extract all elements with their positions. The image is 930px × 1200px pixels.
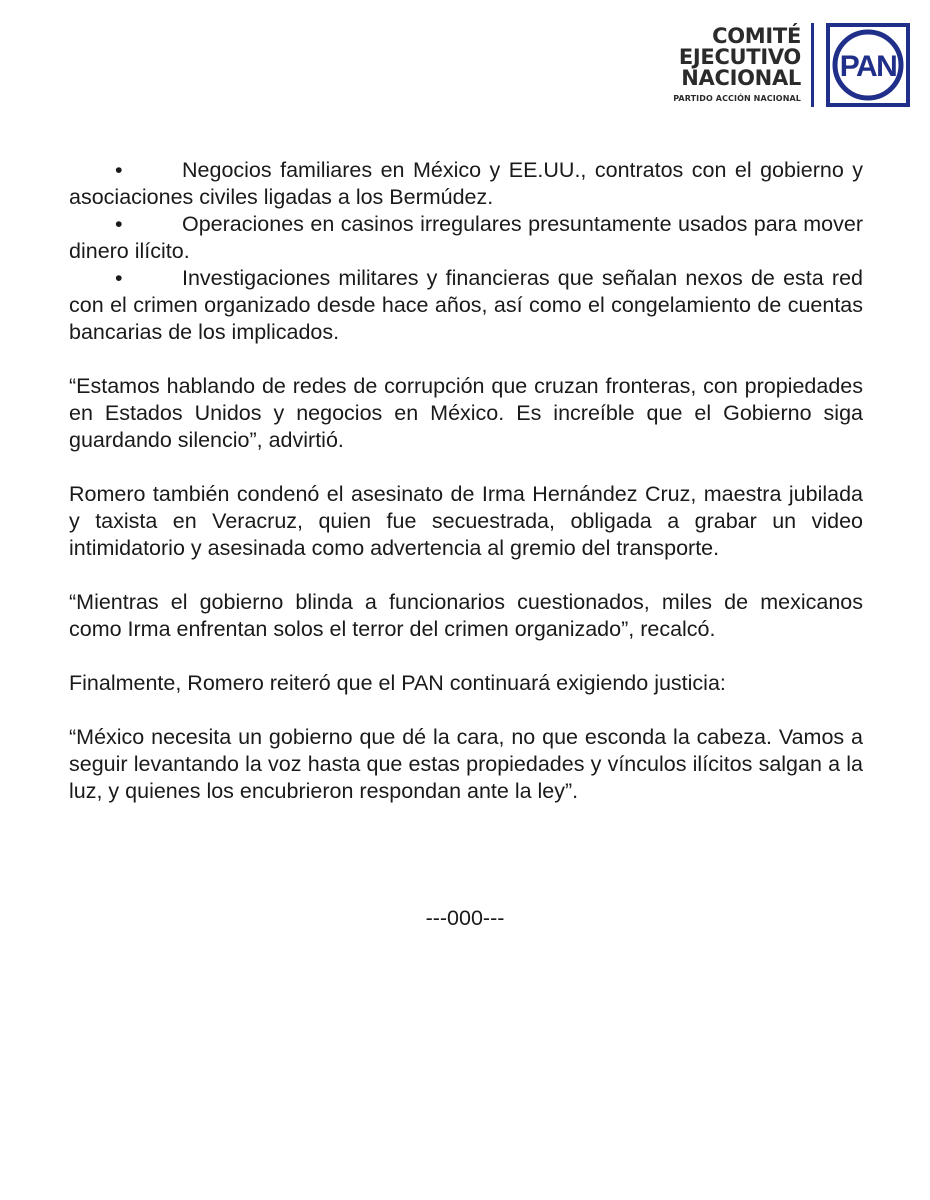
org-subtitle: PARTIDO ACCIÓN NACIONAL [673, 94, 801, 103]
pan-logo-text: PAN [839, 50, 897, 83]
pan-logo-icon [830, 27, 906, 103]
org-line-3: NACIONAL [681, 66, 801, 90]
pan-logo [826, 23, 910, 107]
org-line-1: COMITÉ [712, 24, 801, 48]
document-body [69, 157, 863, 805]
bullet-item [69, 157, 863, 211]
header-divider [811, 23, 814, 107]
organization-name [673, 26, 801, 104]
quote-paragraph: “Estamos hablando de redes de corrupción que cruzan fronteras, con propiedades en Estados Unidos y negocios en México. Es increíble que el Gobierno siga guardando silencio”, advirtió. [69, 374, 863, 452]
bullet-symbol: • [115, 212, 123, 236]
header [673, 23, 910, 107]
org-line-2: EJECUTIVO [678, 45, 801, 69]
body-paragraph: Finalmente, Romero reiteró que el PAN continuará exigiendo justicia: [69, 671, 726, 695]
bullet-symbol: • [115, 158, 123, 182]
quote-paragraph: “Mientras el gobierno blinda a funcionarios cuestionados, miles de mexicanos como Irma enfrentan solos el terror del crimen organizado”, recalcó. [69, 590, 863, 641]
closing-mark: ---000--- [425, 906, 505, 930]
bullet-symbol: • [115, 266, 123, 290]
bullet-item [69, 211, 863, 265]
bullet-text: Operaciones en casinos irregulares presuntamente usados para mover dinero ilícito. [69, 212, 863, 263]
bullet-text: Negocios familiares en México y EE.UU., contratos con el gobierno y asociaciones civiles ligadas a los Bermúdez. [69, 158, 863, 209]
bullet-item [69, 265, 863, 346]
body-paragraph: Romero también condenó el asesinato de Irma Hernández Cruz, maestra jubilada y taxista en Veracruz, quien fue secuestrada, obligada a grabar un video intimidatorio y asesinada como advertencia al gremio del transporte. [69, 482, 863, 560]
bullet-text: Investigaciones militares y financieras que señalan nexos de esta red con el crimen organizado desde hace años, así como el congelamiento de cuentas bancarias de los implicados. [69, 266, 863, 344]
quote-paragraph: “México necesita un gobierno que dé la cara, no que esconda la cabeza. Vamos a seguir levantando la voz hasta que estas propiedades y vínculos ilícitos salgan a la luz, y quienes los encubrieron respondan ante la ley”. [69, 725, 863, 803]
